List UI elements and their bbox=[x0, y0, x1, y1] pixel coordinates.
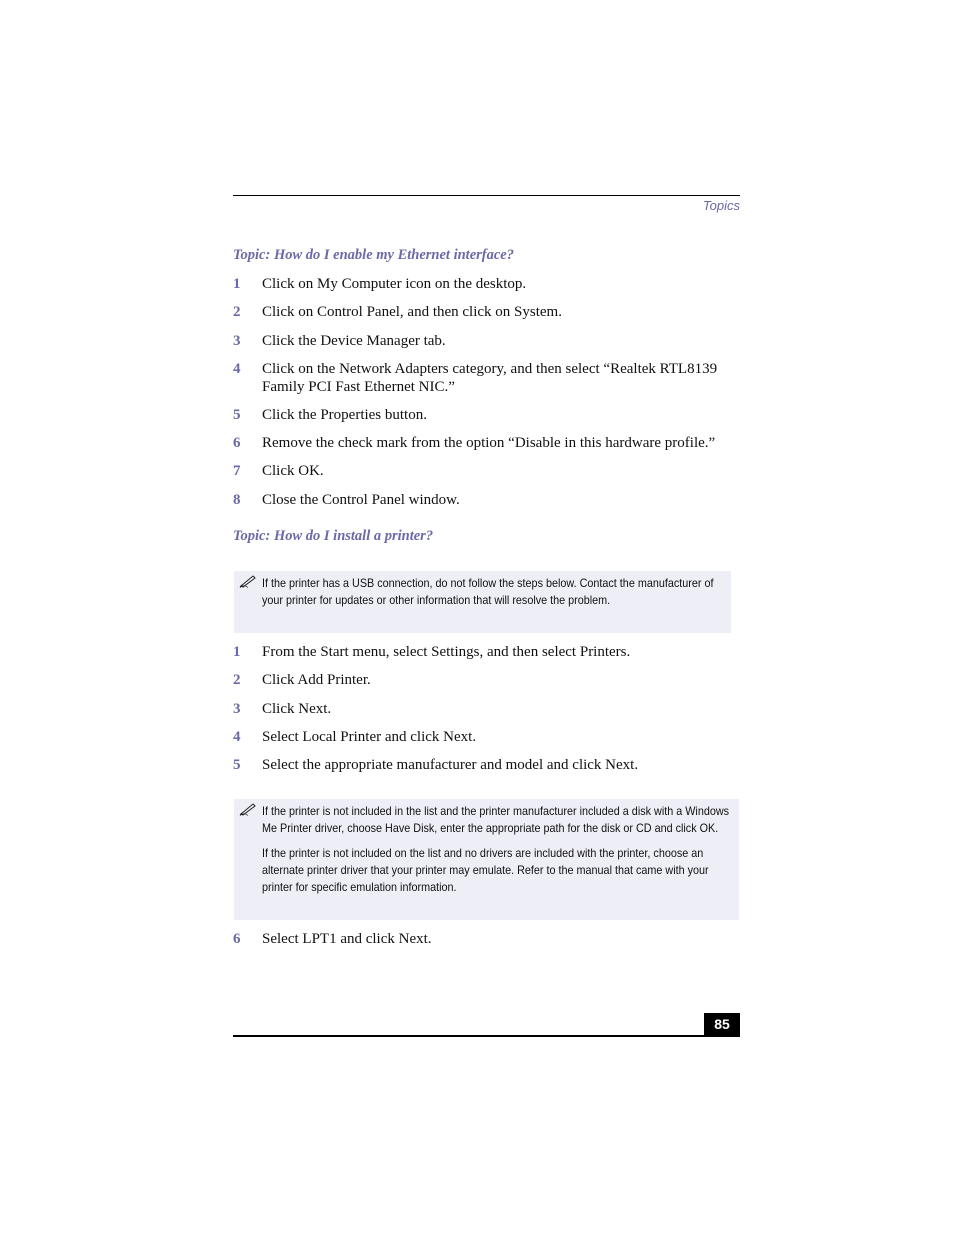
list-item bbox=[233, 303, 743, 321]
list-item bbox=[233, 491, 743, 509]
step-number: 3 bbox=[233, 701, 241, 717]
list-item bbox=[233, 406, 743, 424]
topic-heading-printer: Topic: How do I install a printer? bbox=[233, 528, 434, 544]
step-number: 6 bbox=[233, 435, 241, 451]
step-text: Click on Control Panel, and then click on System. bbox=[262, 304, 562, 320]
step-text: Click Add Printer. bbox=[262, 672, 371, 688]
step-number: 4 bbox=[233, 729, 241, 745]
step-number: 4 bbox=[233, 361, 241, 377]
step-number: 5 bbox=[233, 407, 241, 423]
list-item bbox=[233, 462, 743, 480]
step-text: Select Local Printer and click Next. bbox=[262, 729, 477, 745]
list-item bbox=[233, 728, 743, 746]
step-text: Close the Control Panel window. bbox=[262, 492, 460, 508]
step-text: Click the Properties button. bbox=[262, 407, 427, 423]
pencil-note-icon bbox=[239, 802, 257, 816]
step-number: 2 bbox=[233, 672, 241, 688]
step-number: 8 bbox=[233, 492, 241, 508]
step-number: 2 bbox=[233, 304, 241, 320]
step-number: 3 bbox=[233, 333, 241, 349]
step-number: 1 bbox=[233, 276, 241, 292]
step-text: Click the Device Manager tab. bbox=[262, 333, 446, 349]
note-text: If the printer is not included on the list and no drivers are included with the printer, choose an alternate printer driver that your printer may emulate. Refer to the manual that came with your printer for specific emulation information. bbox=[262, 846, 709, 894]
list-item bbox=[233, 756, 743, 774]
step-text: Click on My Computer icon on the desktop. bbox=[262, 276, 527, 292]
note-text: If the printer has a USB connection, do not follow the steps below. Contact the manufacturer of your printer for updates or other information that will resolve the problem. bbox=[262, 576, 714, 607]
step-number: 1 bbox=[233, 644, 241, 660]
step-text: Click on the Network Adapters category, and then select “Realtek RTL8139 Family PCI Fast Ethernet NIC.” bbox=[262, 361, 718, 395]
footer-rule bbox=[233, 1035, 740, 1037]
note-box bbox=[234, 571, 731, 633]
header-rule bbox=[233, 195, 740, 196]
list-item bbox=[233, 360, 743, 396]
list-item bbox=[233, 332, 743, 350]
list-item bbox=[233, 643, 743, 661]
list-item bbox=[233, 275, 743, 293]
pencil-note-icon bbox=[239, 574, 257, 588]
note-box bbox=[234, 799, 739, 920]
step-text: Remove the check mark from the option “Disable in this hardware profile.” bbox=[262, 435, 716, 451]
step-text: Select the appropriate manufacturer and model and click Next. bbox=[262, 757, 639, 773]
note-text: If the printer is not included in the list and the printer manufacturer included a disk with a Windows Me Printer driver, choose Have Disk, enter the appropriate path for the disk or CD and click OK. bbox=[262, 804, 730, 835]
step-text: Click Next. bbox=[262, 701, 332, 717]
step-number: 6 bbox=[233, 931, 241, 947]
list-item bbox=[233, 700, 743, 718]
step-text: From the Start menu, select Settings, and then select Printers. bbox=[262, 644, 631, 660]
step-number: 7 bbox=[233, 463, 241, 479]
step-text: Select LPT1 and click Next. bbox=[262, 931, 432, 947]
topic-heading-ethernet: Topic: How do I enable my Ethernet interface? bbox=[233, 247, 514, 263]
list-item bbox=[233, 930, 743, 948]
step-text: Click OK. bbox=[262, 463, 324, 479]
step-number: 5 bbox=[233, 757, 241, 773]
list-item bbox=[233, 434, 743, 452]
page-number: 85 bbox=[704, 1013, 740, 1036]
list-item bbox=[233, 671, 743, 689]
header-section-label: Topics bbox=[702, 198, 740, 213]
